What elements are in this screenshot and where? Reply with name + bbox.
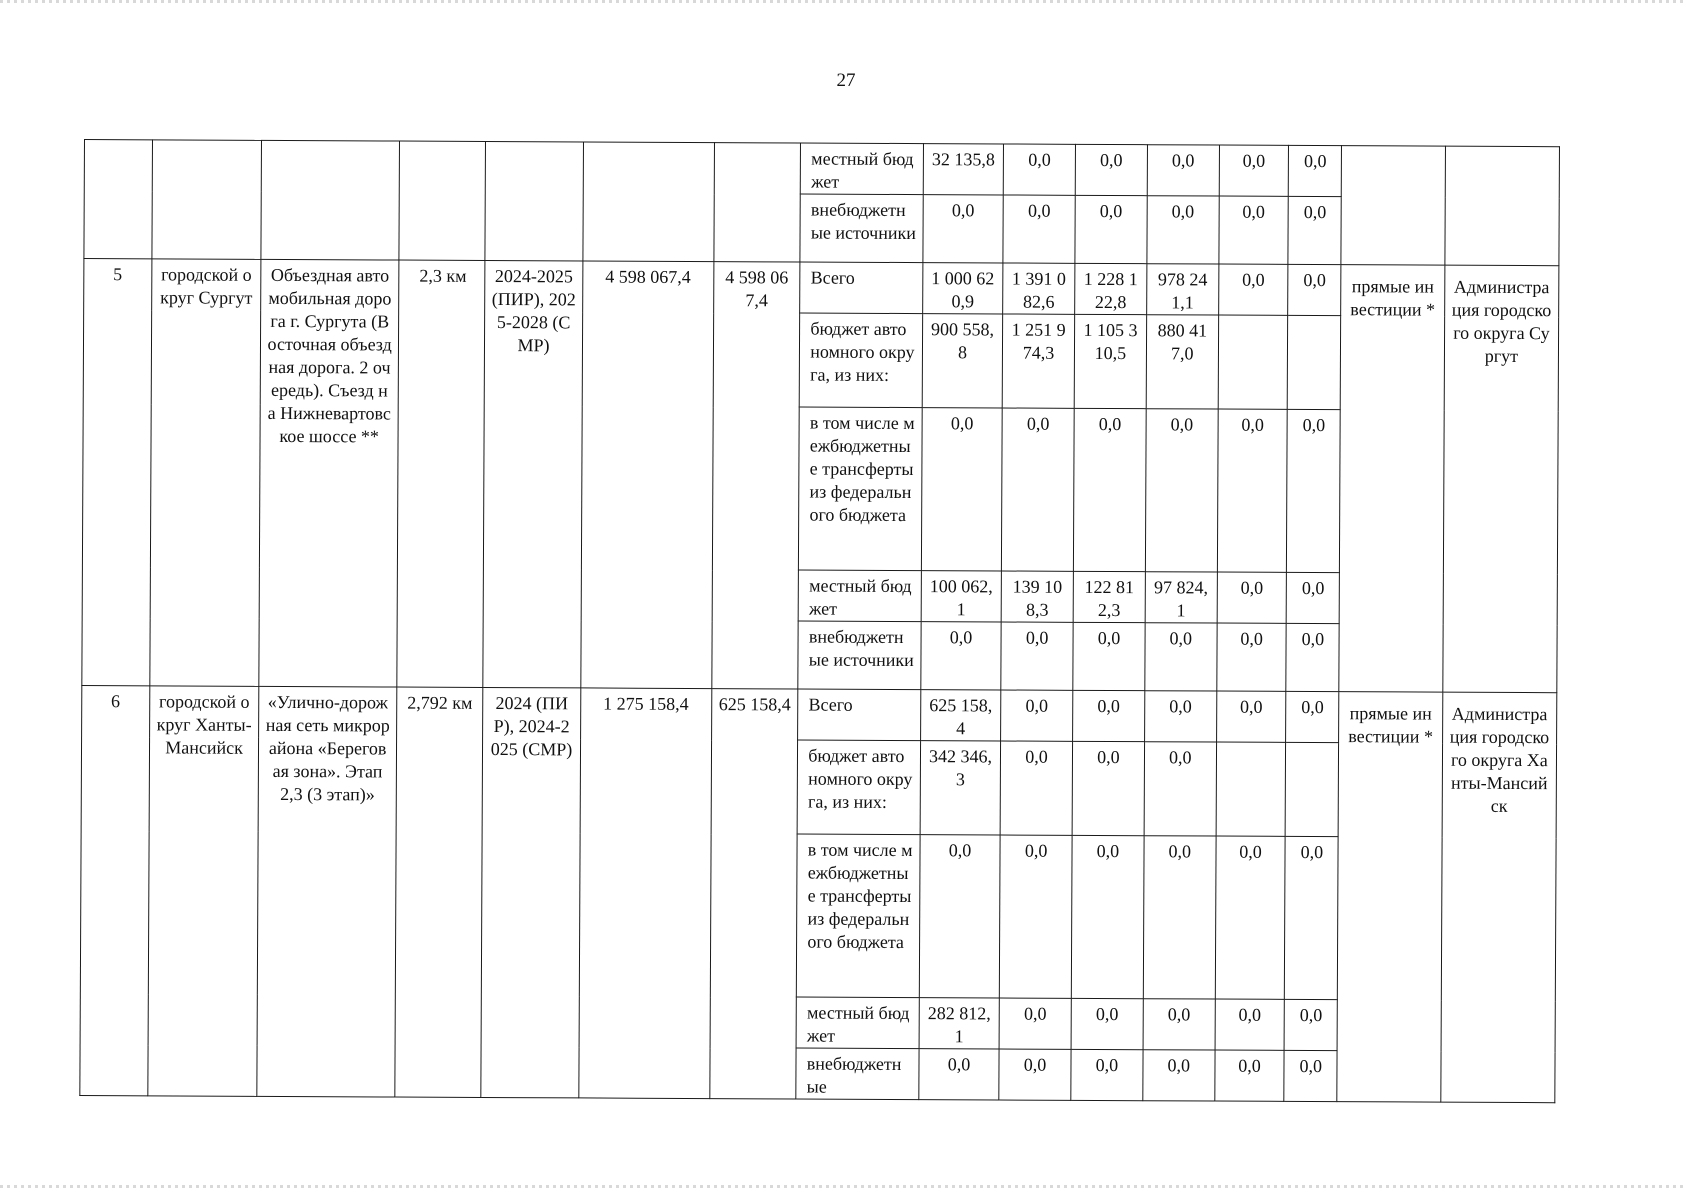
funding-source: Всего — [800, 262, 923, 314]
amount-cell: 139 108,3 — [1001, 571, 1073, 622]
amount-cell: 0,0 — [1073, 690, 1145, 741]
amount-cell: 0,0 — [919, 1049, 1000, 1100]
cell-capacity-empty — [399, 141, 486, 260]
amount-cell: 0,0 — [1288, 196, 1341, 264]
cell-period-empty — [485, 141, 583, 260]
amount-cell: 32 135,8 — [923, 144, 1004, 195]
amount-cell: 0,0 — [1217, 409, 1288, 572]
project-estimated-cost: 1 275 158,4 — [578, 688, 711, 1099]
amount-cell: 0,0 — [1217, 572, 1287, 623]
amount-cell: 0,0 — [1145, 623, 1217, 691]
amount-cell — [1288, 315, 1341, 409]
funding-source: бюджет автономного округа, из них: — [799, 313, 922, 408]
financing-table — [79, 139, 1560, 1103]
project-object: Объездная автомобильная дорога г. Сургута (Восточная объездная дорога. 2 очередь). Съезд на Нижневартовское шоссе ** — [259, 259, 398, 687]
amount-cell: 0,0 — [999, 1049, 1071, 1100]
funding-source: внебюджетные источники — [798, 621, 921, 690]
amount-cell: 0,0 — [1285, 836, 1339, 999]
cell-territory-empty — [152, 140, 262, 260]
funding-source: в том числе межбюджетные трансферты из федерального бюджета — [797, 834, 920, 998]
amount-cell: 0,0 — [1289, 145, 1342, 196]
project-territory: городской округ Ханты-Мансийск — [147, 686, 259, 1097]
funding-source: местный бюджет — [796, 997, 919, 1049]
project-period: 2024-2025 (ПИР), 2025-2028 (СМР) — [483, 260, 582, 687]
amount-cell: 1 251 974,3 — [1002, 314, 1074, 408]
amount-cell: 100 062,1 — [921, 571, 1002, 622]
table-row — [82, 685, 1557, 743]
scan-edge-bottom — [0, 1185, 1686, 1188]
table-row — [84, 259, 1559, 317]
amount-cell: 0,0 — [1001, 690, 1073, 741]
amount-cell — [1216, 742, 1286, 836]
cell-responsible-empty — [1445, 146, 1560, 266]
funding-source: внебюджетные — [796, 1048, 919, 1100]
amount-cell: 0,0 — [1284, 1050, 1337, 1101]
amount-cell: 0,0 — [923, 195, 1004, 263]
amount-cell: 0,0 — [1143, 999, 1215, 1050]
amount-cell: 0,0 — [1286, 691, 1339, 742]
amount-cell: 900 558,8 — [922, 314, 1003, 408]
amount-cell: 880 417,0 — [1146, 315, 1218, 409]
amount-cell: 0,0 — [1003, 144, 1075, 195]
project-object: «Улично-дорожная сеть микрорайона «Береговая зона». Этап 2,3 (3 этап)» — [257, 686, 396, 1097]
amount-cell: 0,0 — [1143, 836, 1216, 999]
amount-cell: 0,0 — [1147, 145, 1219, 196]
amount-cell: 978 241,1 — [1146, 264, 1218, 315]
responsible-party: Администрация городского округа Ханты-Мансийск — [1441, 692, 1557, 1103]
amount-cell: 0,0 — [1288, 264, 1341, 315]
funding-source: бюджет автономного округа, из них: — [797, 740, 920, 835]
amount-cell — [1218, 315, 1288, 409]
amount-cell: 0,0 — [1287, 409, 1341, 572]
amount-cell: 1 391 082,6 — [1003, 263, 1075, 314]
amount-cell: 0,0 — [1287, 572, 1340, 623]
amount-cell — [1286, 742, 1339, 836]
project-estimated-cost: 4 598 067,4 — [580, 261, 713, 689]
amount-cell: 0,0 — [1144, 742, 1216, 836]
amount-cell: 0,0 — [1075, 195, 1147, 263]
amount-cell: 0,0 — [1003, 195, 1075, 263]
amount-cell: 0,0 — [921, 622, 1002, 690]
responsible-party: Администрация городского округа Сургут — [1443, 265, 1559, 693]
amount-cell: 0,0 — [1144, 691, 1216, 742]
amount-cell: 0,0 — [1145, 409, 1218, 572]
amount-cell: 0,0 — [1147, 196, 1219, 264]
investment-mode: прямые инвестиции * — [1337, 692, 1443, 1103]
funding-source: местный бюджет — [801, 143, 924, 195]
amount-cell: 97 824,1 — [1145, 572, 1217, 623]
amount-cell: 1 228 122,8 — [1075, 263, 1147, 314]
funding-source: местный бюджет — [798, 570, 921, 622]
amount-cell: 0,0 — [1216, 691, 1286, 742]
amount-cell: 0,0 — [1219, 196, 1289, 264]
page-number: 27 — [836, 70, 856, 91]
funding-source: в том числе межбюджетные трансферты из федерального бюджета — [799, 407, 922, 571]
amount-cell: 1 000 620,9 — [923, 263, 1004, 314]
project-total-funding: 625 158,4 — [709, 689, 798, 1099]
cell-num-empty — [84, 140, 152, 259]
amount-cell: 0,0 — [1072, 741, 1144, 835]
amount-cell: 0,0 — [1000, 741, 1072, 835]
project-capacity: 2,3 км — [397, 260, 486, 687]
amount-cell: 0,0 — [999, 835, 1072, 998]
amount-cell: 0,0 — [1071, 835, 1144, 998]
amount-cell: 0,0 — [1073, 408, 1146, 571]
amount-cell: 282 812,1 — [919, 998, 1000, 1049]
cell-mode-empty — [1341, 146, 1445, 266]
project-territory: городской округ Сургут — [149, 259, 261, 687]
amount-cell: 0,0 — [1073, 622, 1145, 690]
amount-cell: 0,0 — [999, 998, 1071, 1049]
project-period: 2024 (ПИР), 2024-2025 (СМР) — [481, 687, 580, 1097]
amount-cell: 0,0 — [919, 835, 1000, 998]
amount-cell: 0,0 — [1071, 998, 1143, 1049]
amount-cell: 0,0 — [1071, 1049, 1143, 1100]
project-total-funding: 4 598 067,4 — [711, 262, 800, 689]
amount-cell: 0,0 — [1001, 622, 1073, 690]
amount-cell: 0,0 — [1217, 623, 1287, 691]
funding-source: внебюджетные источники — [800, 194, 923, 263]
amount-cell: 342 346,3 — [920, 741, 1001, 835]
scan-edge-top — [0, 0, 1686, 3]
amount-cell: 0,0 — [1215, 836, 1286, 999]
amount-cell: 0,0 — [1214, 1050, 1284, 1101]
amount-cell: 122 812,3 — [1073, 571, 1145, 622]
amount-cell: 0,0 — [1219, 145, 1289, 196]
amount-cell: 1 105 310,5 — [1074, 314, 1146, 408]
project-number: 6 — [80, 685, 150, 1095]
project-number: 5 — [82, 259, 152, 686]
cell-cost-empty — [583, 142, 715, 262]
amount-cell: 0,0 — [1215, 999, 1285, 1050]
investment-mode: прямые инвестиции * — [1339, 265, 1445, 693]
project-capacity: 2,792 км — [395, 687, 484, 1097]
amount-cell: 0,0 — [1002, 408, 1075, 571]
amount-cell: 0,0 — [1075, 144, 1147, 195]
amount-cell: 0,0 — [1286, 623, 1339, 691]
amount-cell: 0,0 — [1143, 1050, 1215, 1101]
table-row — [84, 140, 1559, 198]
amount-cell: 0,0 — [1218, 264, 1288, 315]
cell-object-empty — [261, 140, 399, 260]
amount-cell: 0,0 — [921, 408, 1002, 571]
amount-cell: 625 158,4 — [920, 690, 1001, 741]
funding-source: Всего — [798, 689, 921, 741]
amount-cell: 0,0 — [1284, 999, 1337, 1050]
cell-total-empty — [714, 143, 801, 262]
